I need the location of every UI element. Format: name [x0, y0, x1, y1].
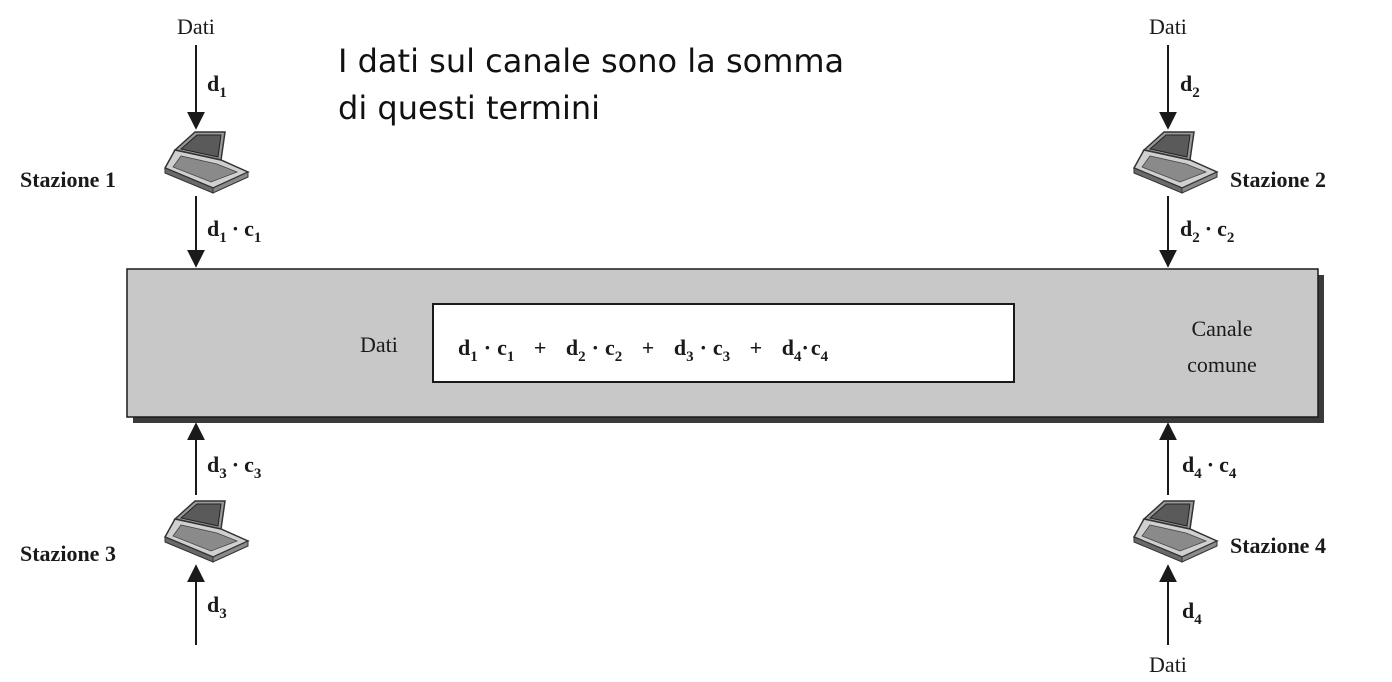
channel-data-box: [433, 304, 1014, 382]
station-1-input-label: Dati: [177, 14, 215, 39]
station-3-laptop-icon: [165, 501, 248, 562]
station-1-product-label: $d_1 \cdot c_1$: [207, 216, 262, 246]
channel-title-line1: Canale: [1191, 316, 1253, 341]
channel-title-line2: comune: [1187, 352, 1257, 377]
station-2-laptop-icon: [1134, 132, 1217, 193]
station-2-name: Stazione 2: [1230, 167, 1326, 192]
station-4-input-label: Dati: [1149, 652, 1187, 677]
station-4-d-label: $d_4$: [1182, 598, 1202, 628]
station-1-laptop-icon: [165, 132, 248, 193]
caption: [338, 38, 844, 132]
station-3-d-label: $d_3$: [207, 592, 227, 622]
station-1-name: Stazione 1: [20, 167, 116, 192]
station-2-input-label: Dati: [1149, 14, 1187, 39]
caption-line-1: I dati sul canale sono la somma: [338, 42, 845, 80]
channel-sum: $d_1 \cdot c_1$ + $d_2 \cdot c_2$ + $d_3 \cdot c_3$ + $d_4\cdot c_4$: [458, 335, 829, 365]
station-4-name: Stazione 4: [1230, 533, 1326, 558]
station-2-product-label: $d_2 \cdot c_2$: [1180, 216, 1235, 246]
channel-data-label: Dati: [360, 332, 398, 357]
station-3-name: Stazione 3: [20, 541, 116, 566]
station-1-d-label: $d_1$: [207, 71, 227, 101]
caption-line-2: di questi termini: [338, 89, 600, 127]
station-4-laptop-icon: [1134, 501, 1217, 562]
station-4-product-label: $d_4 \cdot c_4$: [1182, 452, 1237, 482]
station-2-d-label: $d_2$: [1180, 71, 1200, 101]
station-3-product-label: $d_3 \cdot c_3$: [207, 452, 262, 482]
